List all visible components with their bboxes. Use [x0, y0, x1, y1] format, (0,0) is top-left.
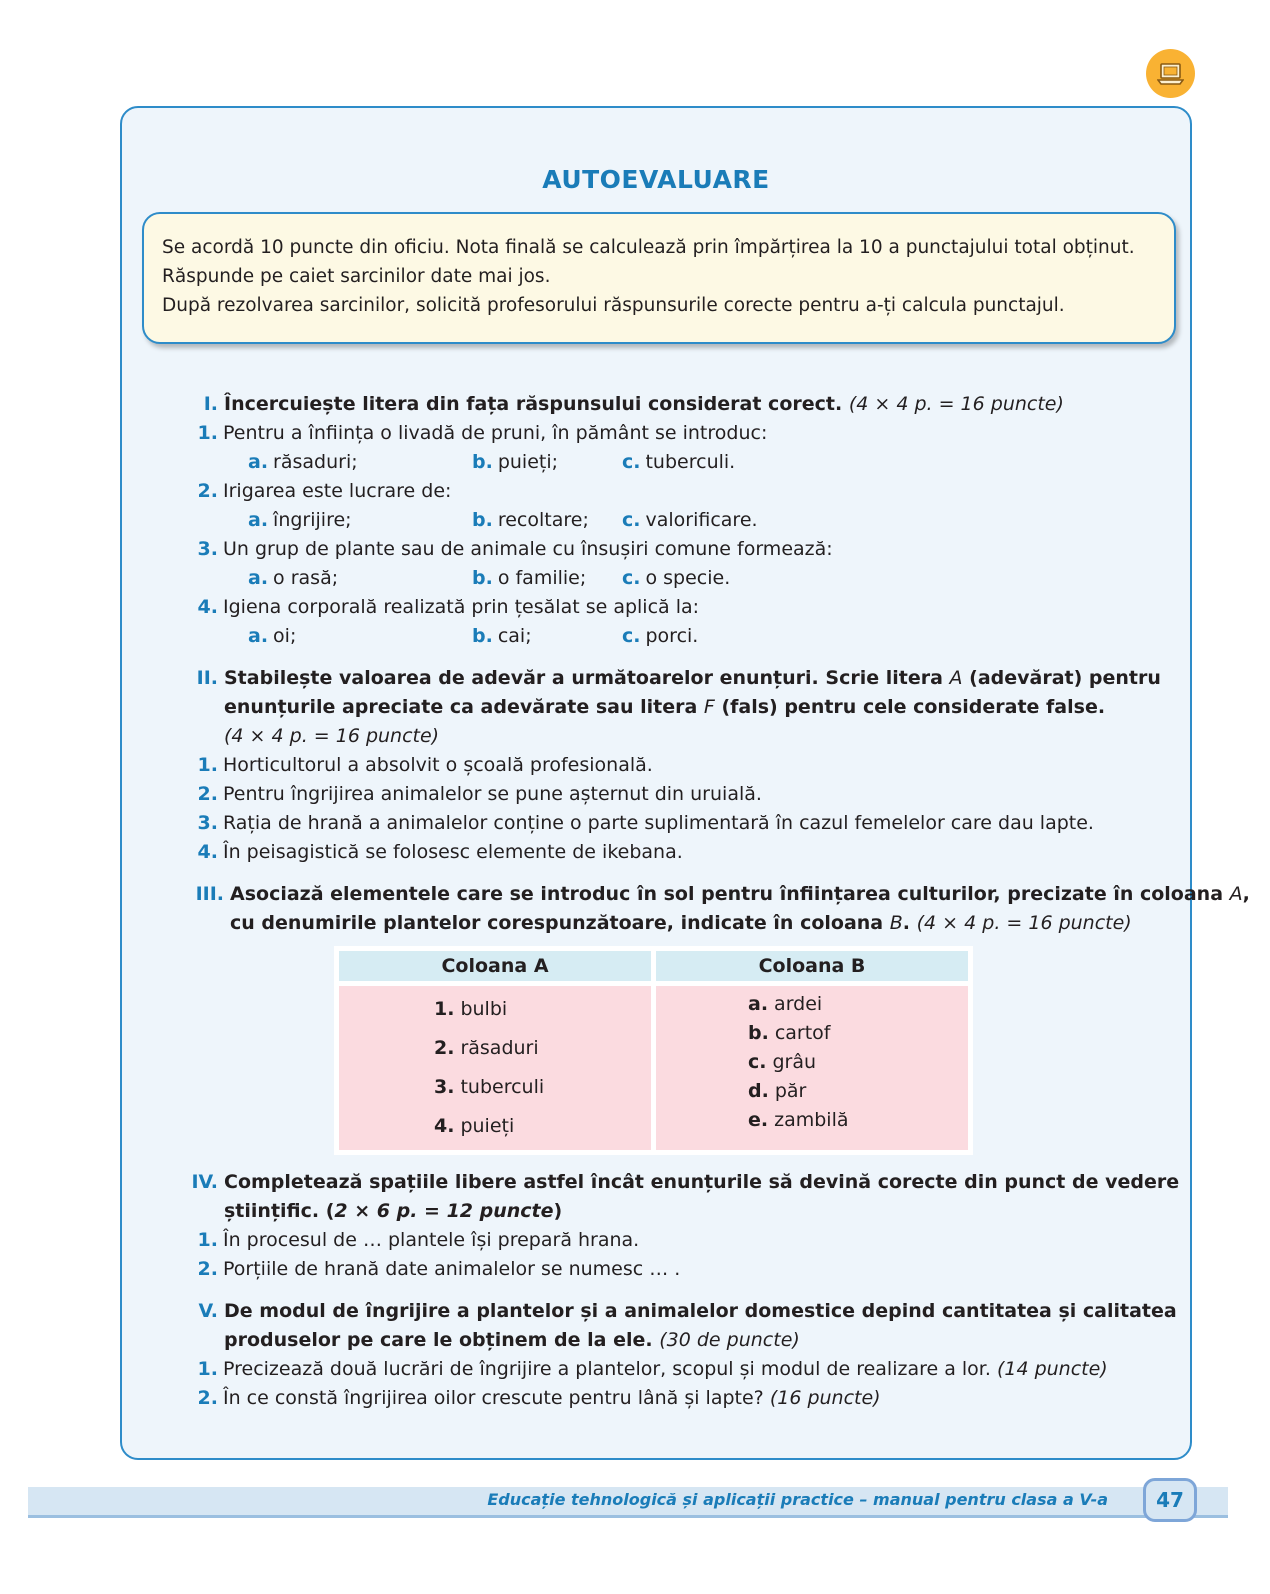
option: b. recoltare; — [472, 509, 589, 531]
section-points: (4 × 4 p. = 16 puncte) — [224, 725, 440, 747]
option: b. o familie; — [472, 567, 587, 589]
list-item: a. ardei — [748, 993, 823, 1015]
section-points: (30 de puncte) — [659, 1329, 800, 1351]
list-item: b. cartof — [748, 1022, 831, 1044]
question-options — [188, 506, 1158, 535]
task: În ce constă îngrijirea oilor crescute pentru lână și lapte? — [223, 1387, 764, 1409]
option: c. porci. — [622, 625, 699, 647]
instructions-box — [142, 212, 1176, 344]
question-options — [188, 564, 1158, 593]
column-b — [656, 986, 968, 1150]
list-item: d. păr — [748, 1080, 807, 1102]
statement: Pentru îngrijirea animalelor se pune așternut din uruială. — [223, 783, 762, 805]
book-title: Educație tehnologică și aplicații practice – manual pentru clasa a V-a — [487, 1490, 1108, 1509]
column-a — [339, 986, 651, 1150]
list-item: e. zambilă — [748, 1109, 849, 1131]
question-number: 1. — [197, 422, 218, 444]
exercises — [188, 390, 1250, 1413]
laptop-icon — [1146, 49, 1195, 98]
section-points: 2 × 6 p. = 12 puncte — [334, 1200, 554, 1222]
section-number: II. — [196, 667, 218, 689]
section-number: III. — [195, 883, 224, 905]
question-options — [188, 622, 1158, 651]
section-number: V. — [198, 1300, 218, 1322]
option: a. o rasă; — [248, 567, 339, 589]
option: c. valorificare. — [622, 509, 758, 531]
self-assessment-panel — [120, 106, 1250, 1460]
list-item: 4. puieți — [434, 1115, 515, 1137]
question-text: Un grup de plante sau de animale cu însușiri comune formează: — [223, 538, 833, 560]
page-title: AUTOEVALUARE — [542, 165, 770, 194]
section-5: V. De modul de îngrijire a plantelor și a animalelor domestice depind cantitatea și calitatea produselor pe care le obținem de la ele. (30 de puncte) 1. Precizează două lucrări de îngrijire a plantelor, scopul și modul de realizare a lor. (14 puncte) 2. În ce constă îngrijirea oilor crescute pentru lână și lapte? (16 puncte) — [188, 1297, 1158, 1413]
question-number: 4. — [197, 596, 218, 618]
section-number: IV. — [191, 1171, 218, 1193]
question-text: Pentru a înființa o livadă de pruni, în pământ se introduc: — [223, 422, 768, 444]
section-3: III. Asociază elementele care se introduc în sol pentru înființarea culturilor, precizate în coloana A, cu denumirile plantelor corespunzătoare, indicate în coloana B. (4 × 4 p. = 16 puncte) Coloana A Coloana B 1. bulbi 2. răsaduri 3. tuberculi 4. puieți a. ardei b. cartof c. grâu d. păr e. zambilă — [188, 880, 1158, 1155]
intro-line: Se acordă 10 puncte din oficiu. Nota finală se calculează prin împărțirea la 10 a punctajului total obținut. — [162, 237, 1135, 258]
question-number: 3. — [197, 538, 218, 560]
fill-in-statement: În procesul de … plantele își prepară hrana. — [223, 1229, 640, 1251]
question-number: 2. — [197, 480, 218, 502]
question-text: Igiena corporală realizată prin țesălat se aplică la: — [223, 596, 700, 618]
question-options — [188, 448, 1158, 477]
section-4: IV. Completează spațiile libere astfel încât enunțurile să devină corecte din punct de vedere științific. (2 × 6 p. = 12 puncte) 1. În procesul de … plantele își prepară hrana. 2. Porțiile de hrană date animalelor se numesc … . — [188, 1168, 1158, 1284]
page-number: 47 — [1143, 1478, 1197, 1522]
intro-line: Răspunde pe caiet sarcinilor date mai jos. — [162, 266, 551, 287]
fill-in-statement: Porțiile de hrană date animalelor se numesc … . — [223, 1258, 681, 1280]
list-item: 3. tuberculi — [434, 1076, 545, 1098]
statement: Horticultorul a absolvit o școală profesională. — [223, 754, 653, 776]
statement: Rația de hrană a animalelor conține o parte suplimentară în cazul femelelor care dau lapte. — [223, 812, 1094, 834]
list-item: c. grâu — [748, 1051, 817, 1073]
task: Precizează două lucrări de îngrijire a plantelor, scopul și modul de realizare a lor. — [223, 1358, 991, 1380]
statement: În peisagistică se folosesc elemente de ikebana. — [223, 841, 683, 863]
list-item: 2. răsaduri — [434, 1037, 539, 1059]
option: b. puieți; — [472, 451, 559, 473]
option: a. oi; — [248, 625, 297, 647]
footer — [28, 1487, 1228, 1518]
section-points: (4 × 4 p. = 16 puncte) — [916, 912, 1132, 934]
list-item: 1. bulbi — [434, 998, 508, 1020]
matching-table — [334, 946, 973, 1155]
option: a. îngrijire; — [248, 509, 352, 531]
option: c. tuberculi. — [622, 451, 736, 473]
section-1 — [188, 390, 1158, 651]
option: b. cai; — [472, 625, 532, 647]
intro-line: După rezolvarea sarcinilor, solicită profesorului răspunsurile corecte pentru a-ți calcula punctajul. — [162, 295, 1065, 316]
section-number: I. — [203, 393, 218, 415]
section-title: Încercuiește litera din fața răspunsului considerat corect. — [224, 393, 843, 415]
question-text: Irigarea este lucrare de: — [223, 480, 452, 502]
option: c. o specie. — [622, 567, 731, 589]
column-b-header: Coloana B — [656, 951, 968, 981]
column-a-header: Coloana A — [339, 951, 651, 981]
option: a. răsaduri; — [248, 451, 358, 473]
section-points: (4 × 4 p. = 16 puncte) — [848, 393, 1064, 415]
section-2: II. Stabilește valoarea de adevăr a următoarelor enunțuri. Scrie litera A (adevărat) pentru enunțurile apreciate ca adevărate sau litera F (fals) pentru cele considerate false. (4 × 4 p. = 16 puncte) 1. Horticultorul a absolvit o școală profesională. 2. Pentru îngrijirea animalelor se pune așternut din uruială. 3. Rația de hrană a animalelor conține o parte suplimentară în cazul femelelor care dau lapte. 4. În peisagistică se folosesc elemente de ikebana. — [188, 664, 1158, 867]
